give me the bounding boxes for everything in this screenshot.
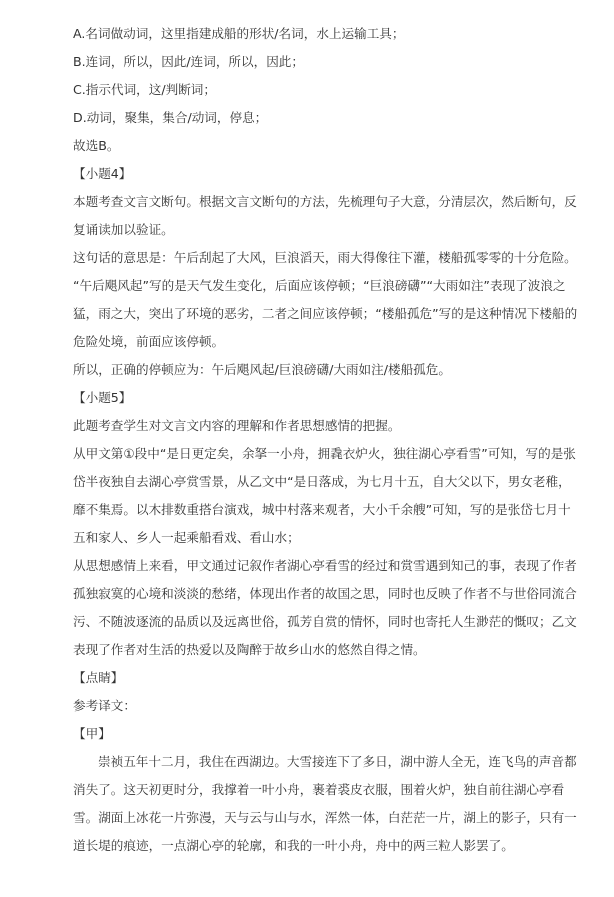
document-body (73, 20, 583, 860)
answer-text: 故选B。 (73, 138, 120, 153)
section-heading-jia: 【甲】 (73, 726, 111, 741)
option-c-text: C.指示代词，这/判断词； (73, 82, 216, 97)
q4-intro-paragraph: 本题考查文言文断句。根据文言文断句的方法，先梳理句子大意，分清层次，然后断句，反复诵读加以验证。 (73, 194, 577, 237)
q5-content-paragraph: 从甲文第①段中“是日更定矣，余拏一小舟，拥毳衣炉火，独往湖心亭看雪”可知，写的是张岱半夜独自去湖心亭赏雪景，从乙文中“是日落成，为七月十五，自大父以下，男女老稚，靡不集焉。以木排数重搭台演戏，城中村落来观者，大小千余艘”可知，写的是张岱七月十五和家人、乡人一起乘船看戏、看山水； (73, 446, 576, 545)
q5-emotion-paragraph: 从思想感情上来看，甲文通过记叙作者湖心亭看雪的经过和赏雪遇到知己的事，表现了作者孤独寂寞的心境和淡淡的愁绪，体现出作者的故国之思，同时也反映了作者不与世俗同流合污、不随波逐流的品质以及远离世俗，孤芳自赏的情怀，同时也寄托人生渺茫的慨叹；乙文表现了作者对生活的热爱以及陶醉于故乡山水的悠然自得之情。 (73, 558, 577, 657)
q4-analysis-paragraph: “午后飓风起”写的是天气发生变化，后面应该停顿；“巨浪磅礴”“大雨如注”表现了波浪之猛，雨之大，突出了环境的恶劣，二者之间应该停顿；“楼船孤危”写的是这种情况下楼船的危险处境，前面应该停顿。 (73, 278, 578, 349)
option-a-text: A.名词做动词，这里指建成船的形状/名词，水上运输工具； (73, 26, 405, 41)
q4-conclusion-paragraph: 所以，正确的停顿应为：午后飓风起/巨浪磅礴/大雨如注/楼船孤危。 (73, 362, 451, 377)
q5-intro-paragraph: 此题考查学生对文言文内容的理解和作者思想感情的把握。 (73, 418, 401, 433)
section-heading-q4: 【小题4】 (73, 166, 132, 181)
option-d-text: D.动词，聚集，集合/动词，停息； (73, 110, 268, 125)
translation-label: 参考译文： (73, 698, 136, 713)
section-heading-q5: 【小题5】 (73, 390, 132, 405)
translation-jia-paragraph: 崇祯五年十二月，我住在西湖边。大雪接连下了多日，湖中游人全无，连飞鸟的声音都消失了。这天初更时分，我撑着一叶小舟，裹着裘皮衣服，围着火炉，独自前往湖心亭看雪。湖面上冰花一片弥漫，天与云与山与水，浑然一体，白茫茫一片，湖上的影子，只有一道长堤的痕迹，一点湖心亭的轮廓，和我的一叶小舟，舟中的两三粒人影罢了。 (73, 754, 577, 853)
option-b-text: B.连词，所以，因此/连词，所以，因此； (73, 54, 304, 69)
q4-meaning-paragraph: 这句话的意思是：午后刮起了大风，巨浪滔天，雨大得像往下灌，楼船孤零零的十分危险。 (73, 250, 577, 265)
section-heading-note: 【点睛】 (73, 670, 124, 685)
